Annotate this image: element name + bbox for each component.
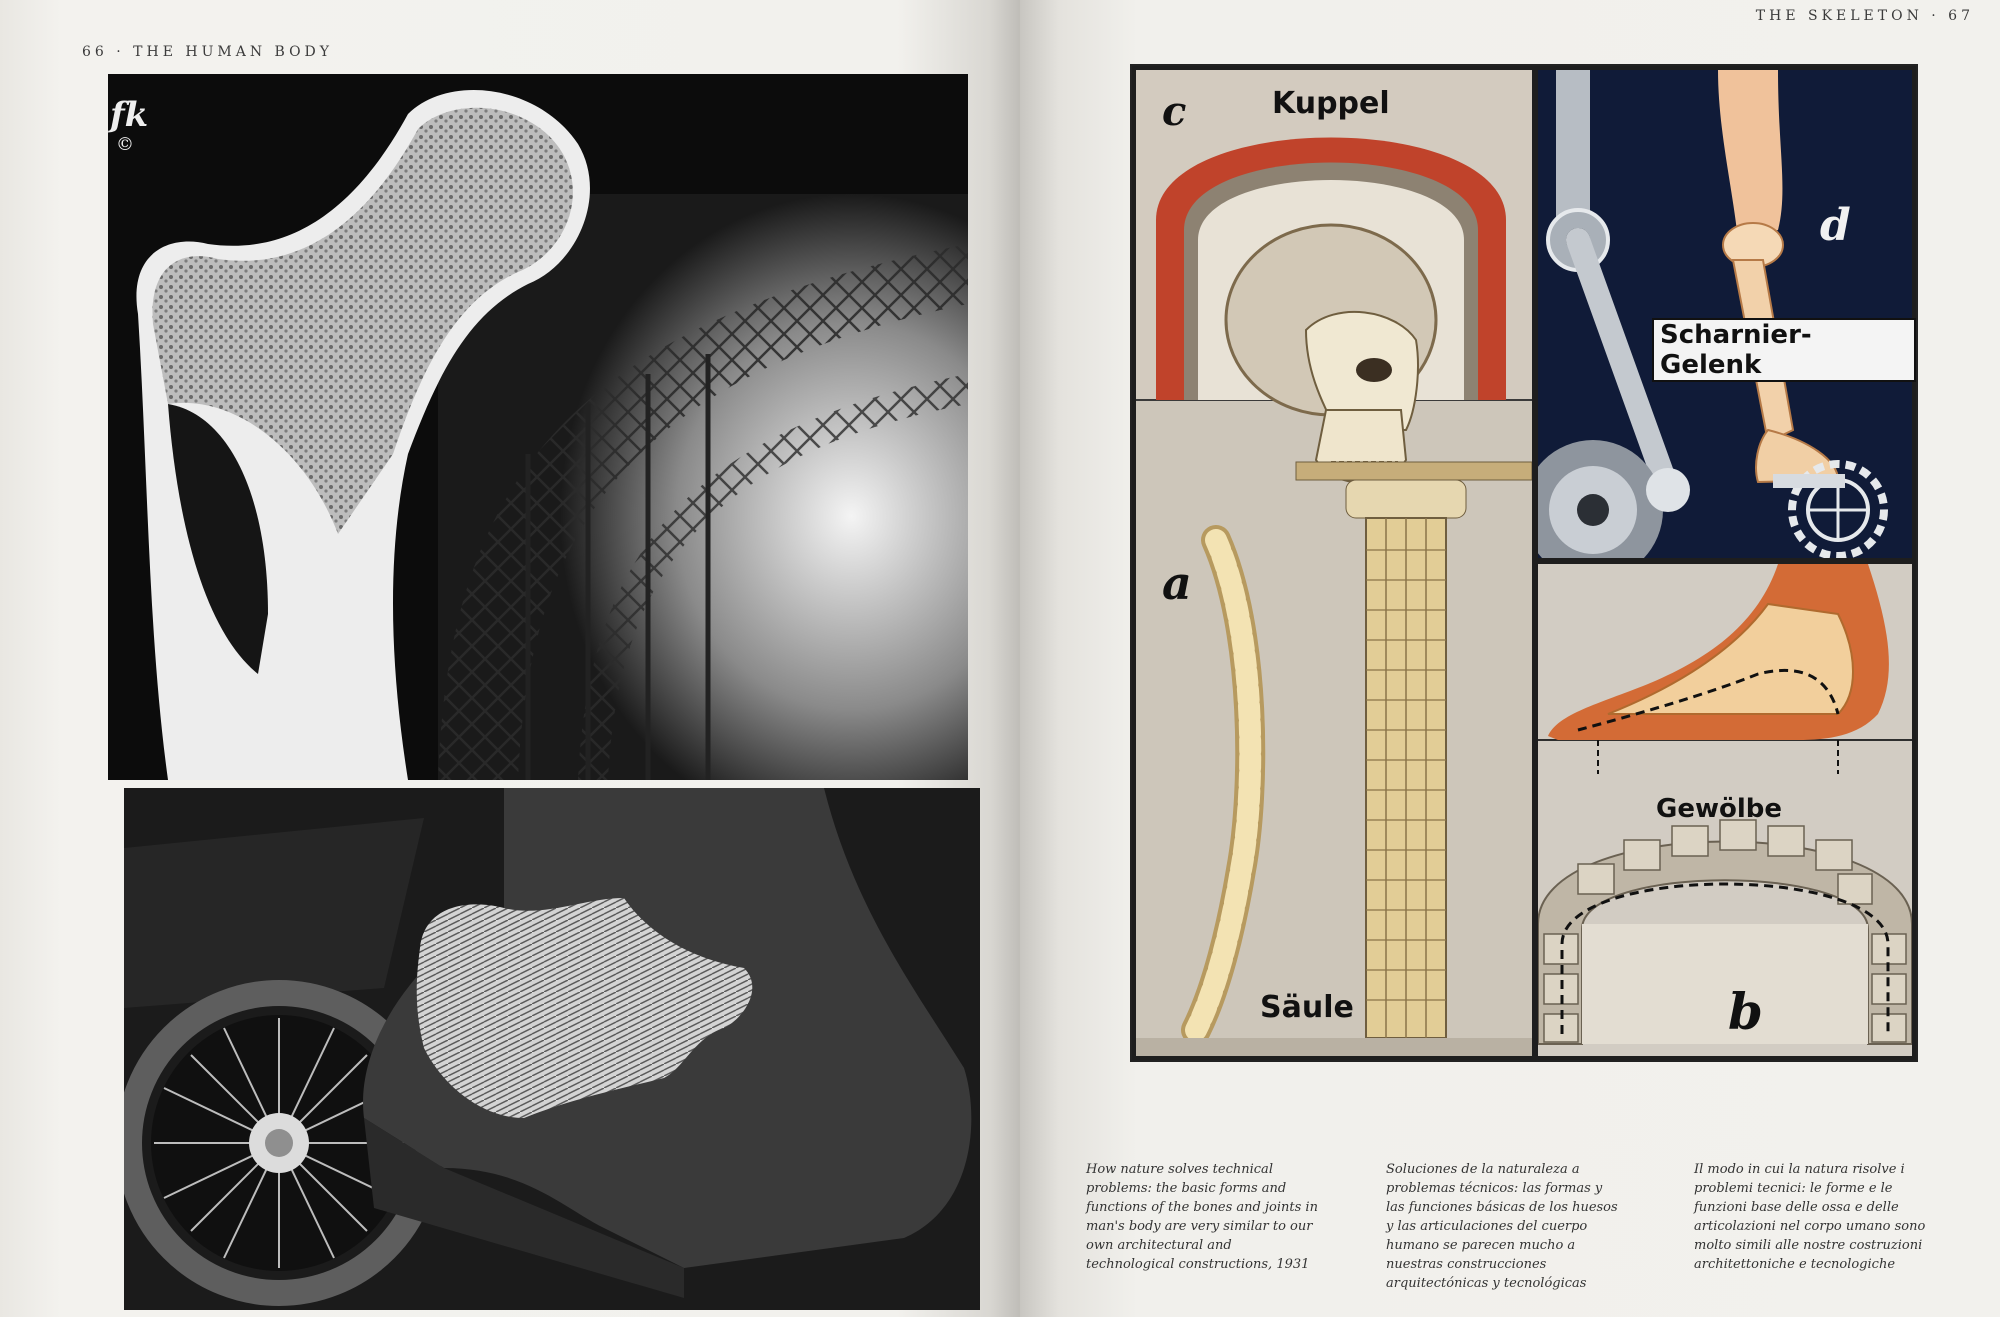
- left-running-head: 66 · THE HUMAN BODY: [82, 44, 334, 60]
- femur-arch-photo: [108, 74, 968, 780]
- monogram-letters: fk: [110, 95, 149, 135]
- caption-italian: Il modo in cui la natura risolve i problemi tecnici: le forme e le funzioni base delle ossa e delle articolazioni nel corpo umano sono molto simili alle nostre costruzioni architettoniche e tecnologiche: [1694, 1162, 1926, 1272]
- right-running-head: THE SKELETON · 67: [1755, 8, 1974, 24]
- letter-d: d: [1820, 200, 1851, 251]
- letter-b: b: [1728, 982, 1763, 1041]
- panel-hinge-joint: [1538, 70, 1912, 558]
- caption-english: How nature solves technical problems: the basic forms and functions of the bones and joints in man's body are very similar to our own architectural and technological constructions, 1931: [1086, 1162, 1318, 1272]
- skeleton-analogy-plate: [1130, 64, 1918, 1062]
- label-saule: Säule: [1260, 990, 1354, 1025]
- monogram-copyright: ©: [116, 134, 134, 155]
- letter-c: c: [1162, 88, 1187, 135]
- letter-a: a: [1162, 556, 1192, 610]
- heel-bone-boot-photo: [124, 788, 980, 1310]
- panel-dome-column: [1136, 70, 1532, 1056]
- label-scharnier-gelenk: Scharnier-Gelenk: [1652, 318, 1916, 382]
- label-kuppel: Kuppel: [1272, 86, 1390, 121]
- caption-spanish: Soluciones de la naturaleza a problemas técnicos: las formas y las funciones básicas de los huesos y las articulaciones del cuerpo humano se parecen mucho a nuestras construcciones arquitectónicas y tecnológicas: [1386, 1162, 1618, 1291]
- photo-monogram: [110, 95, 149, 160]
- label-gewolbe: Gewölbe: [1656, 794, 1783, 824]
